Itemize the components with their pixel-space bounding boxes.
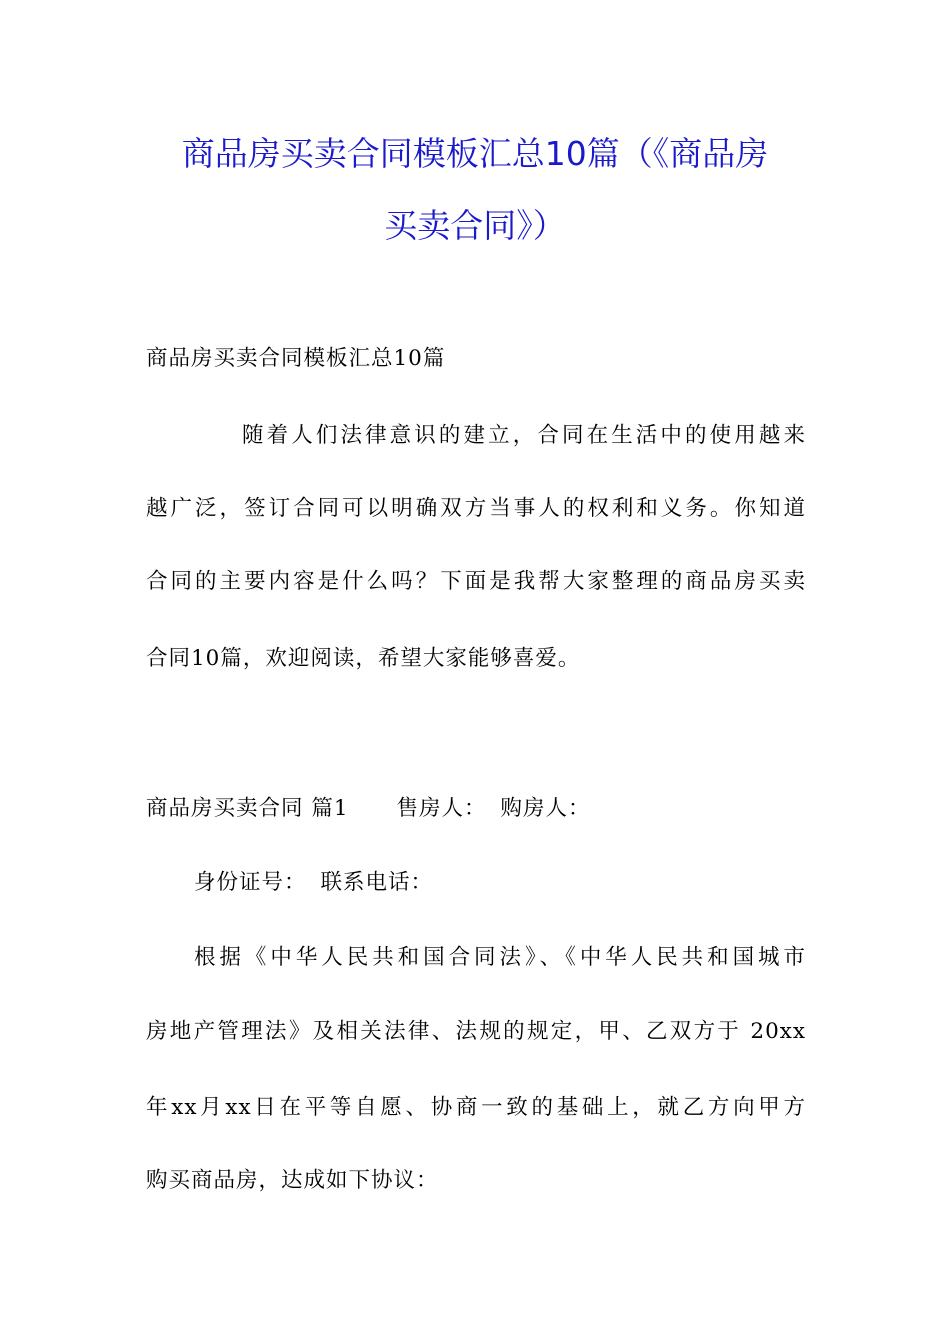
intro-line-4: 合同10篇，欢迎阅读，希望大家能够喜爱。 xyxy=(146,646,581,671)
seller-label: 售房人： xyxy=(396,796,487,821)
intro-line-2: 越广泛，签订合同可以明确双方当事人的权利和义务。你知道 xyxy=(146,496,806,521)
section-heading-row xyxy=(146,794,591,824)
section-heading: 商品房买卖合同 篇1 xyxy=(146,796,349,821)
basis-line-4: 购买商品房，达成如下协议： xyxy=(146,1168,439,1193)
basis-line-2: 房地产管理法》及相关法律、法规的规定，甲、乙双方于 20xx xyxy=(146,1019,806,1044)
id-number-label: 身份证号： xyxy=(194,870,307,895)
basis-line-1: 根据《中华人民共和国合同法》、《中华人民共和国城市 xyxy=(194,945,806,970)
subtitle: 商品房买卖合同模板汇总10篇 xyxy=(146,346,446,371)
document-title-line-2: 买卖合同》） xyxy=(384,206,566,245)
intro-line-1: 随着人们法律意识的建立，合同在生活中的使用越来 xyxy=(242,423,806,448)
contact-row xyxy=(194,868,433,898)
basis-line-3: 年xx月xx日在平等自愿、协商一致的基础上，就乙方向甲方 xyxy=(146,1095,806,1120)
document-title-line-1: 商品房买卖合同模板汇总10篇（《商品房 xyxy=(181,134,769,173)
intro-line-3: 合同的主要内容是什么吗？下面是我帮大家整理的商品房买卖 xyxy=(146,569,806,594)
buyer-label: 购房人： xyxy=(500,796,591,821)
phone-label: 联系电话： xyxy=(320,870,434,895)
